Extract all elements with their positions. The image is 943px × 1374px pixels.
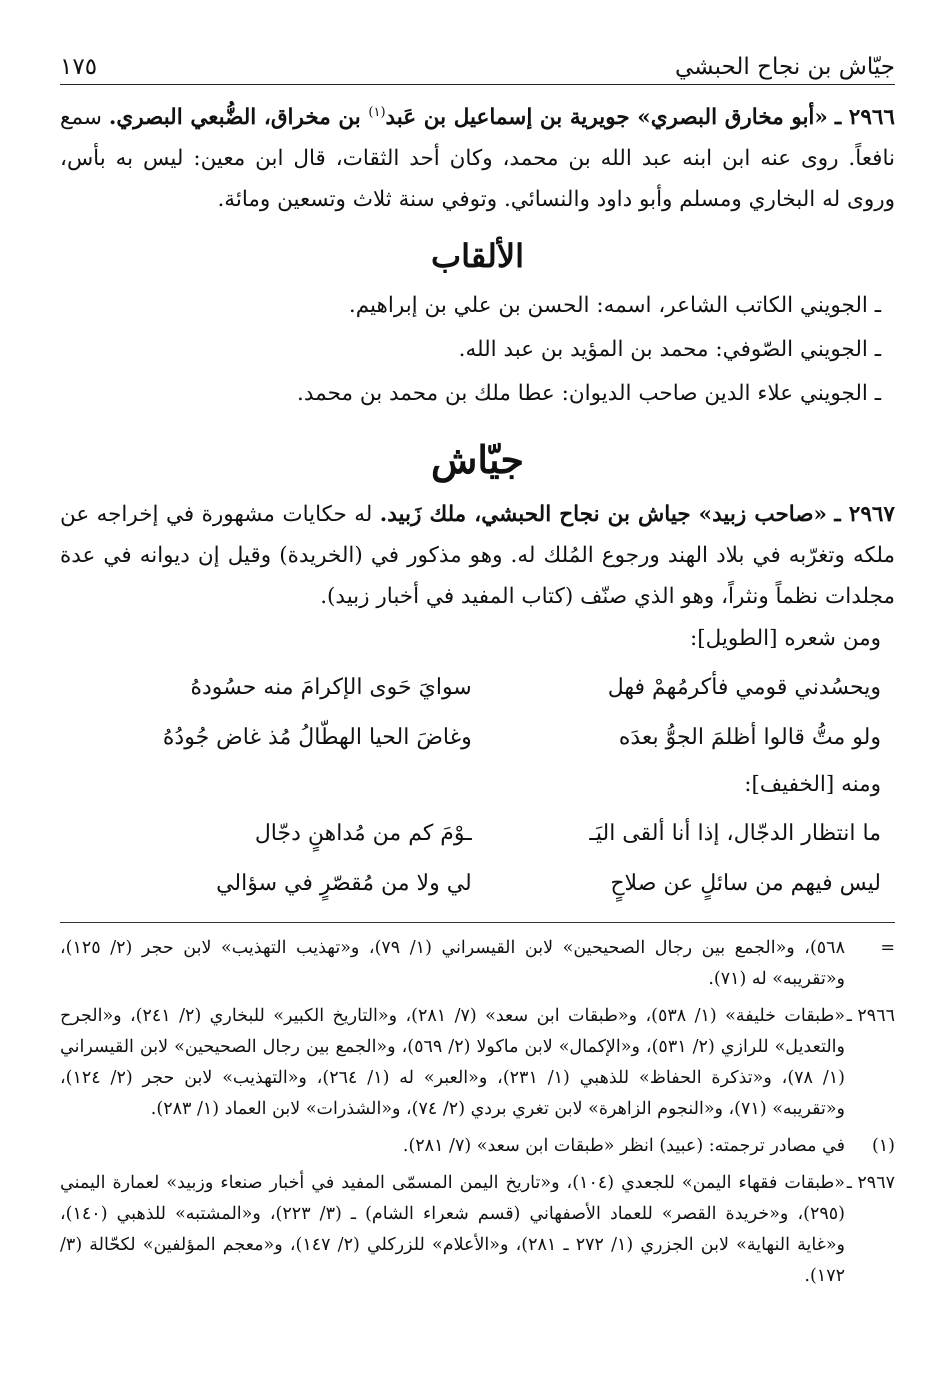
footnote-text: «طبقات خليفة» (١/ ٥٣٨)، و«طبقات ابن سعد» (٧/ ٢٨١)، و«التاريخ الكبير» للبخاري (٢/ ٢٤١)، و«الجرح والتعديل» للرازي (٢/ ٥٣١)، و«الإكمال» لابن ماكولا (٢/ ٥٦٩)، و«الجمع بين رجال الصحيحين» لابن القيسراني (١/ ٧٨)، و«تذكرة الحفاظ» للذهبي (١/ ٢٣١)، و«العبر» له (١/ ٢٦٤)، و«التهذيب» لابن حجر (٢/ ١٢٤)، و«تقريبه» (٧١)، و«النجوم الزاهرة» لابن تغري بردي (٢/ ٧٤)، و«الشذرات» لابن العماد (١/ ٢٨٣). bbox=[60, 1006, 845, 1119]
footnote-number: ٢٩٦٦ ـ bbox=[846, 1006, 895, 1026]
entry-text: سمع نافعاً. روى عنه ابن ابنه عبد الله بن محمد، وكان أحد الثقات، قال ابن معين: ليس به بأس، وروى له البخاري ومسلم وأبو داود والنسائي. وتوفي سنة ثلاث وتسعين ومائة. bbox=[60, 105, 895, 213]
section-title-jayyash: جيّاش bbox=[431, 437, 524, 483]
footnote-divider bbox=[60, 922, 895, 923]
entry-2966 bbox=[60, 92, 895, 220]
footnote-text: ٥٦٨)، و«الجمع بين رجال الصحيحين» لابن القيسراني (١/ ٧٩)، و«تهذيب التهذيب» لابن حجر (٢/ ١٢٥)، و«تقريبه» له (٧١). bbox=[60, 938, 845, 989]
verse-second-hemistich: لي ولا من مُقصّرٍ في سؤالي bbox=[216, 871, 472, 897]
footnote-number: = bbox=[880, 938, 895, 958]
alqab-item: ـ الجويني الكاتب الشاعر، اسمه: الحسن بن علي بن إبراهيم. bbox=[348, 293, 881, 319]
footnote-number: ٢٩٦٧ ـ bbox=[846, 1173, 895, 1193]
entry-2967 bbox=[60, 494, 895, 617]
verse-first-hemistich: ما انتظار الدجّال، إذا أنا ألقى اليَـ bbox=[589, 821, 881, 847]
footnote-text: في مصادر ترجمته: (عبيد) انظر «طبقات ابن سعد» (٧/ ٢٨١). bbox=[402, 1136, 845, 1156]
footnote-number: (١) bbox=[871, 1136, 895, 1156]
alqab-item: ـ الجويني علاء الدين صاحب الديوان: عطا ملك بن محمد بن محمد. bbox=[297, 381, 881, 407]
alqab-item: ـ الجويني الصّوفي: محمد بن المؤيد بن عبد الله. bbox=[458, 337, 881, 363]
entry-heading-cont: بن مخراق، الضُّبعي البصري. bbox=[108, 105, 369, 131]
footnote bbox=[60, 1168, 895, 1292]
book-page bbox=[60, 0, 895, 1374]
poem-meter-label: ومن شعره [الطويل]: bbox=[689, 626, 881, 652]
poem-verse bbox=[60, 713, 895, 763]
verse-first-hemistich: ولو متُّ قالوا أظلمَ الجوُّ بعدَه bbox=[618, 725, 881, 751]
main-text bbox=[60, 92, 895, 909]
verse-first-hemistich: ويحسُدني قومي فأكرمُهمْ فهل bbox=[607, 675, 881, 701]
entry-text: له حكايات مشهورة في إخراجه عن ملكه وتغرّبه في بلاد الهند ورجوع المُلك له. وهو مذكور في (الخريدة) وقيل إن ديوانه في عدة مجلدات نظماً ونثراً، وهو الذي صنّف (كتاب المفيد في أخبار زبيد). bbox=[60, 502, 895, 610]
footnotes-area bbox=[60, 912, 895, 1298]
verse-first-hemistich: ليس فيهم من سائلٍ عن صلاحٍ bbox=[610, 871, 881, 897]
entry-heading: «صاحب زبيد» جياش بن نجاح الحبشي، ملك زَبيد. bbox=[379, 502, 827, 528]
verse-second-hemistich: وغاضَ الحيا الهطّالُ مُذ غاض جُودُهُ bbox=[162, 725, 472, 751]
poem-verse bbox=[60, 859, 895, 909]
running-title: جيّاش بن نجاح الحبشي bbox=[674, 54, 895, 80]
entry-heading: «أبو مخارق البصري» جويرية بن إسماعيل بن عَبد bbox=[385, 105, 828, 131]
poem-verse bbox=[60, 809, 895, 859]
footnote bbox=[60, 1001, 895, 1125]
verse-second-hemistich: سوايَ حَوى الإكرامَ منه حسُودهُ bbox=[190, 675, 472, 701]
entry-number: ٢٩٦٦ ـ bbox=[834, 105, 895, 131]
footnote-ref: (١) bbox=[368, 105, 386, 120]
entry-number: ٢٩٦٧ ـ bbox=[834, 502, 895, 528]
poem-verse bbox=[60, 663, 895, 713]
page-header bbox=[60, 30, 895, 85]
footnote bbox=[60, 933, 895, 995]
footnote bbox=[60, 1131, 895, 1162]
page-number: ١٧٥ bbox=[60, 54, 98, 80]
poem-meter-label: ومنه [الخفيف]: bbox=[744, 772, 881, 798]
footnote-text: «طبقات فقهاء اليمن» للجعدي (١٠٤)، و«تاريخ اليمن المسمّى المفيد في أخبار صنعاء وزبيد» لعمارة اليمني (٢٩٥)، و«خريدة القصر» للعماد الأصفهاني (قسم شعراء الشام) ـ (٣/ ٢٢٣)، و«المشتبه» للذهبي (١٤٠)، و«غاية النهاية» لابن الجزري (١/ ٢٧٢ ـ ٢٨١)، و«الأعلام» للزركلي (٢/ ١٤٧)، و«معجم المؤلفين» لكحّالة (٣/ ١٧٢). bbox=[60, 1173, 845, 1286]
section-title-alqab: الألقاب bbox=[431, 237, 524, 276]
verse-second-hemistich: ـوْمَ كم من مُداهنٍ دجّال bbox=[254, 821, 472, 847]
